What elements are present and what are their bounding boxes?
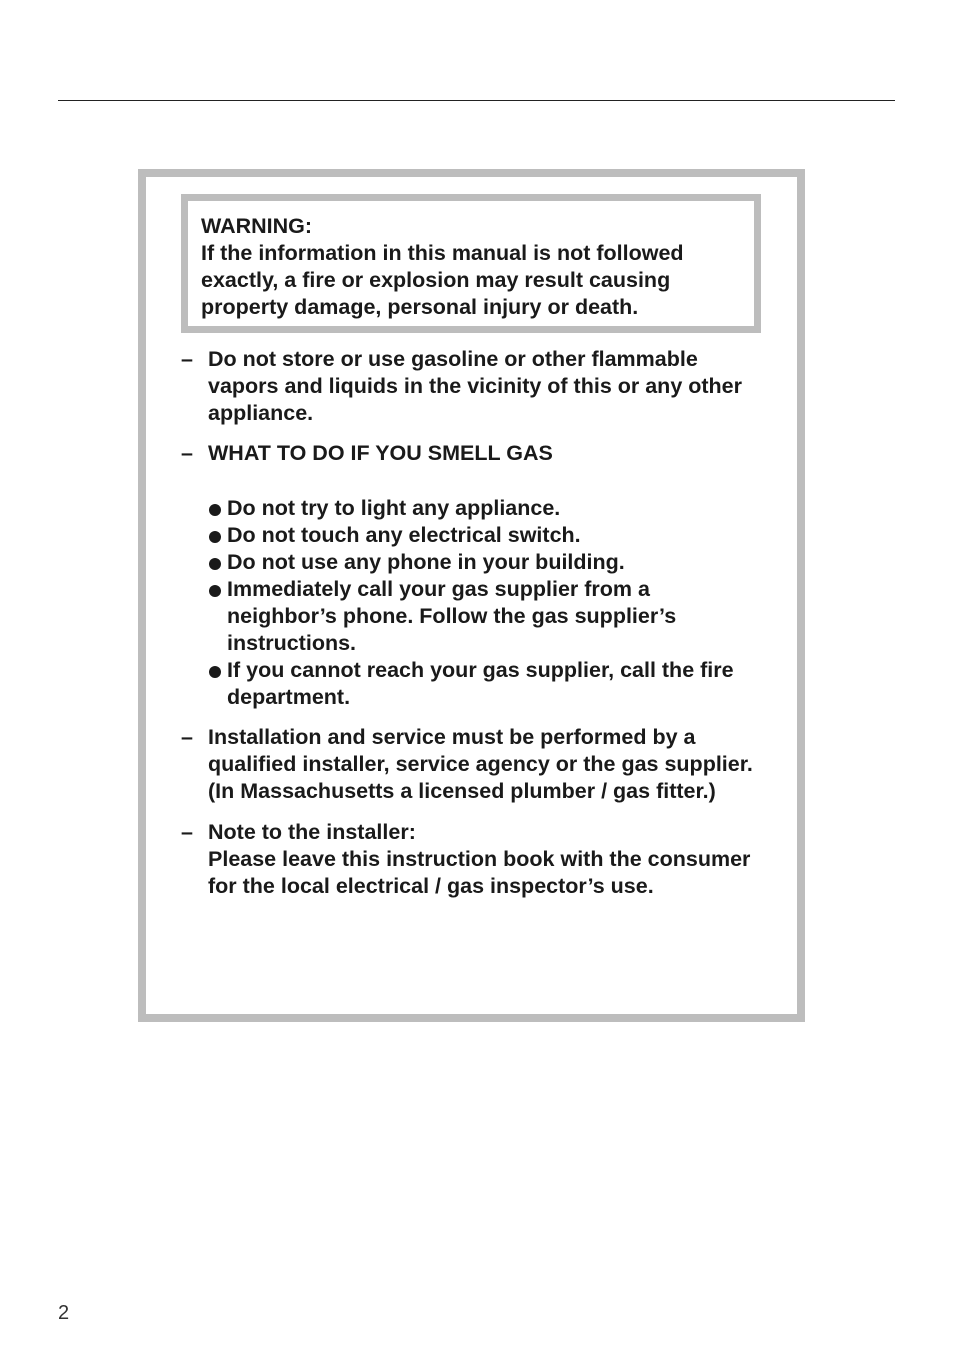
bullet-icon: [209, 531, 221, 543]
bullet-icon: [209, 585, 221, 597]
gas-step-text: Do not touch any electrical switch.: [227, 523, 581, 547]
dash-marker: –: [181, 820, 193, 844]
dash-marker: –: [181, 441, 193, 465]
instruction-note: (In Massachusetts a licensed plumber / gas fitter.): [208, 779, 716, 803]
dash-marker: –: [181, 347, 193, 371]
instruction-heading: WHAT TO DO IF YOU SMELL GAS: [208, 441, 553, 465]
gas-step: [208, 657, 761, 711]
instruction-item: [181, 724, 761, 805]
instruction-item: [181, 346, 761, 427]
warning-box: [181, 194, 761, 333]
header-rule: [58, 100, 895, 101]
gas-step: [208, 522, 761, 549]
instruction-item: [181, 440, 761, 467]
gas-step-text: Immediately call your gas supplier from a neighbor’s phone. Follow the gas supplier’s instructions.: [227, 577, 677, 655]
warning-text: If the information in this manual is not followed exactly, a fire or explosion may result causing property damage, personal injury or death.: [201, 241, 684, 319]
gas-step-text: If you cannot reach your gas supplier, call the fire department.: [227, 658, 734, 709]
bullet-icon: [209, 558, 221, 570]
gas-step: [208, 576, 761, 657]
gas-smell-steps: [208, 495, 761, 711]
bullet-icon: [209, 666, 221, 678]
page-number: 2: [58, 1302, 70, 1324]
instruction-text: Do not store or use gasoline or other flammable vapors and liquids in the vicinity of this or any other appliance.: [208, 347, 742, 425]
dash-marker: –: [181, 725, 193, 749]
instruction-heading: Note to the installer:: [208, 820, 416, 844]
instruction-text: Please leave this instruction book with the consumer for the local electrical / gas inspector’s use.: [208, 847, 751, 898]
gas-step-text: Do not use any phone in your building.: [227, 550, 625, 574]
gas-step-text: Do not try to light any appliance.: [227, 496, 561, 520]
safety-instructions: [181, 346, 761, 900]
bullet-icon: [209, 504, 221, 516]
instruction-item: [181, 819, 761, 900]
instruction-text: Installation and service must be performed by a qualified installer, service agency or the gas supplier.: [208, 725, 753, 776]
gas-step: [208, 495, 761, 522]
warning-title: WARNING:: [201, 214, 313, 238]
gas-step: [208, 549, 761, 576]
